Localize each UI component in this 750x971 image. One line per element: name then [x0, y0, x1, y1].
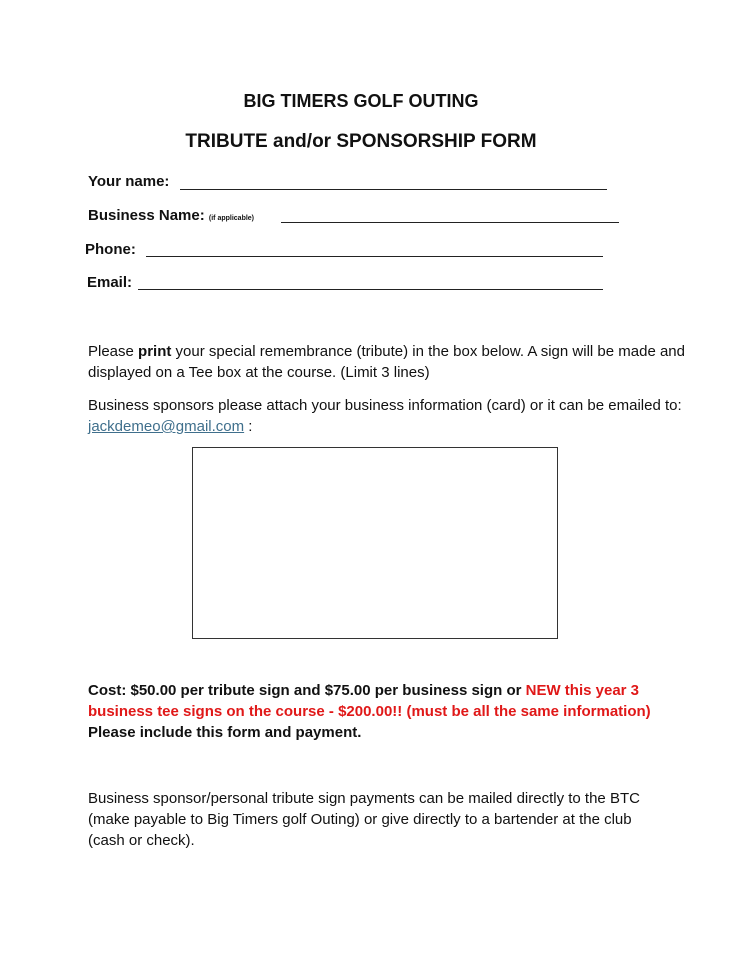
tribute-text-box[interactable] — [192, 447, 558, 639]
email-field[interactable] — [138, 289, 603, 290]
business-name-field[interactable] — [281, 222, 619, 223]
email-link[interactable]: jackdemeo@gmail.com — [88, 418, 245, 435]
sponsor-instructions — [88, 395, 688, 437]
phone-field[interactable] — [146, 256, 603, 257]
new-signs-offer: NEW this year 3 business tee signs on the course - $200.00!! (must be all the same information) — [88, 682, 651, 720]
sponsor-text-end: : — [244, 418, 253, 435]
payment-note: Business sponsor/personal tribute sign payments can be mailed directly to the BTC (make payable to Big Timers golf Outing) or give directly to a bartender at the club (cash or check). — [88, 790, 640, 849]
business-name-note: (if applicable) — [208, 215, 255, 222]
cost-text: Cost: $50.00 per tribute sign and $75.00 per business sign or — [88, 682, 526, 699]
include-form-note: Please include this form and payment. — [88, 724, 362, 741]
cost-info — [88, 680, 678, 743]
email-label: Email: — [87, 274, 133, 291]
business-name-label: Business Name: — [88, 207, 205, 224]
sponsor-text: Business sponsors please attach your business information (card) or it can be emailed to: — [88, 397, 682, 414]
tribute-instructions — [88, 341, 688, 383]
instructions-text-2: your special remembrance (tribute) in the box below. A sign will be made and displayed on a Tee box at the course. (Limit 3 lines) — [88, 343, 685, 381]
instructions-print-emphasis: print — [138, 343, 172, 360]
instructions-text-1: Please — [88, 343, 139, 360]
form-subtitle: TRIBUTE and/or SPONSORSHIP FORM — [185, 131, 537, 152]
phone-label: Phone: — [85, 241, 136, 258]
your-name-label: Your name: — [88, 173, 170, 190]
business-name-label-row — [88, 207, 254, 224]
your-name-field[interactable] — [180, 189, 607, 190]
page-title: BIG TIMERS GOLF OUTING — [243, 91, 479, 111]
